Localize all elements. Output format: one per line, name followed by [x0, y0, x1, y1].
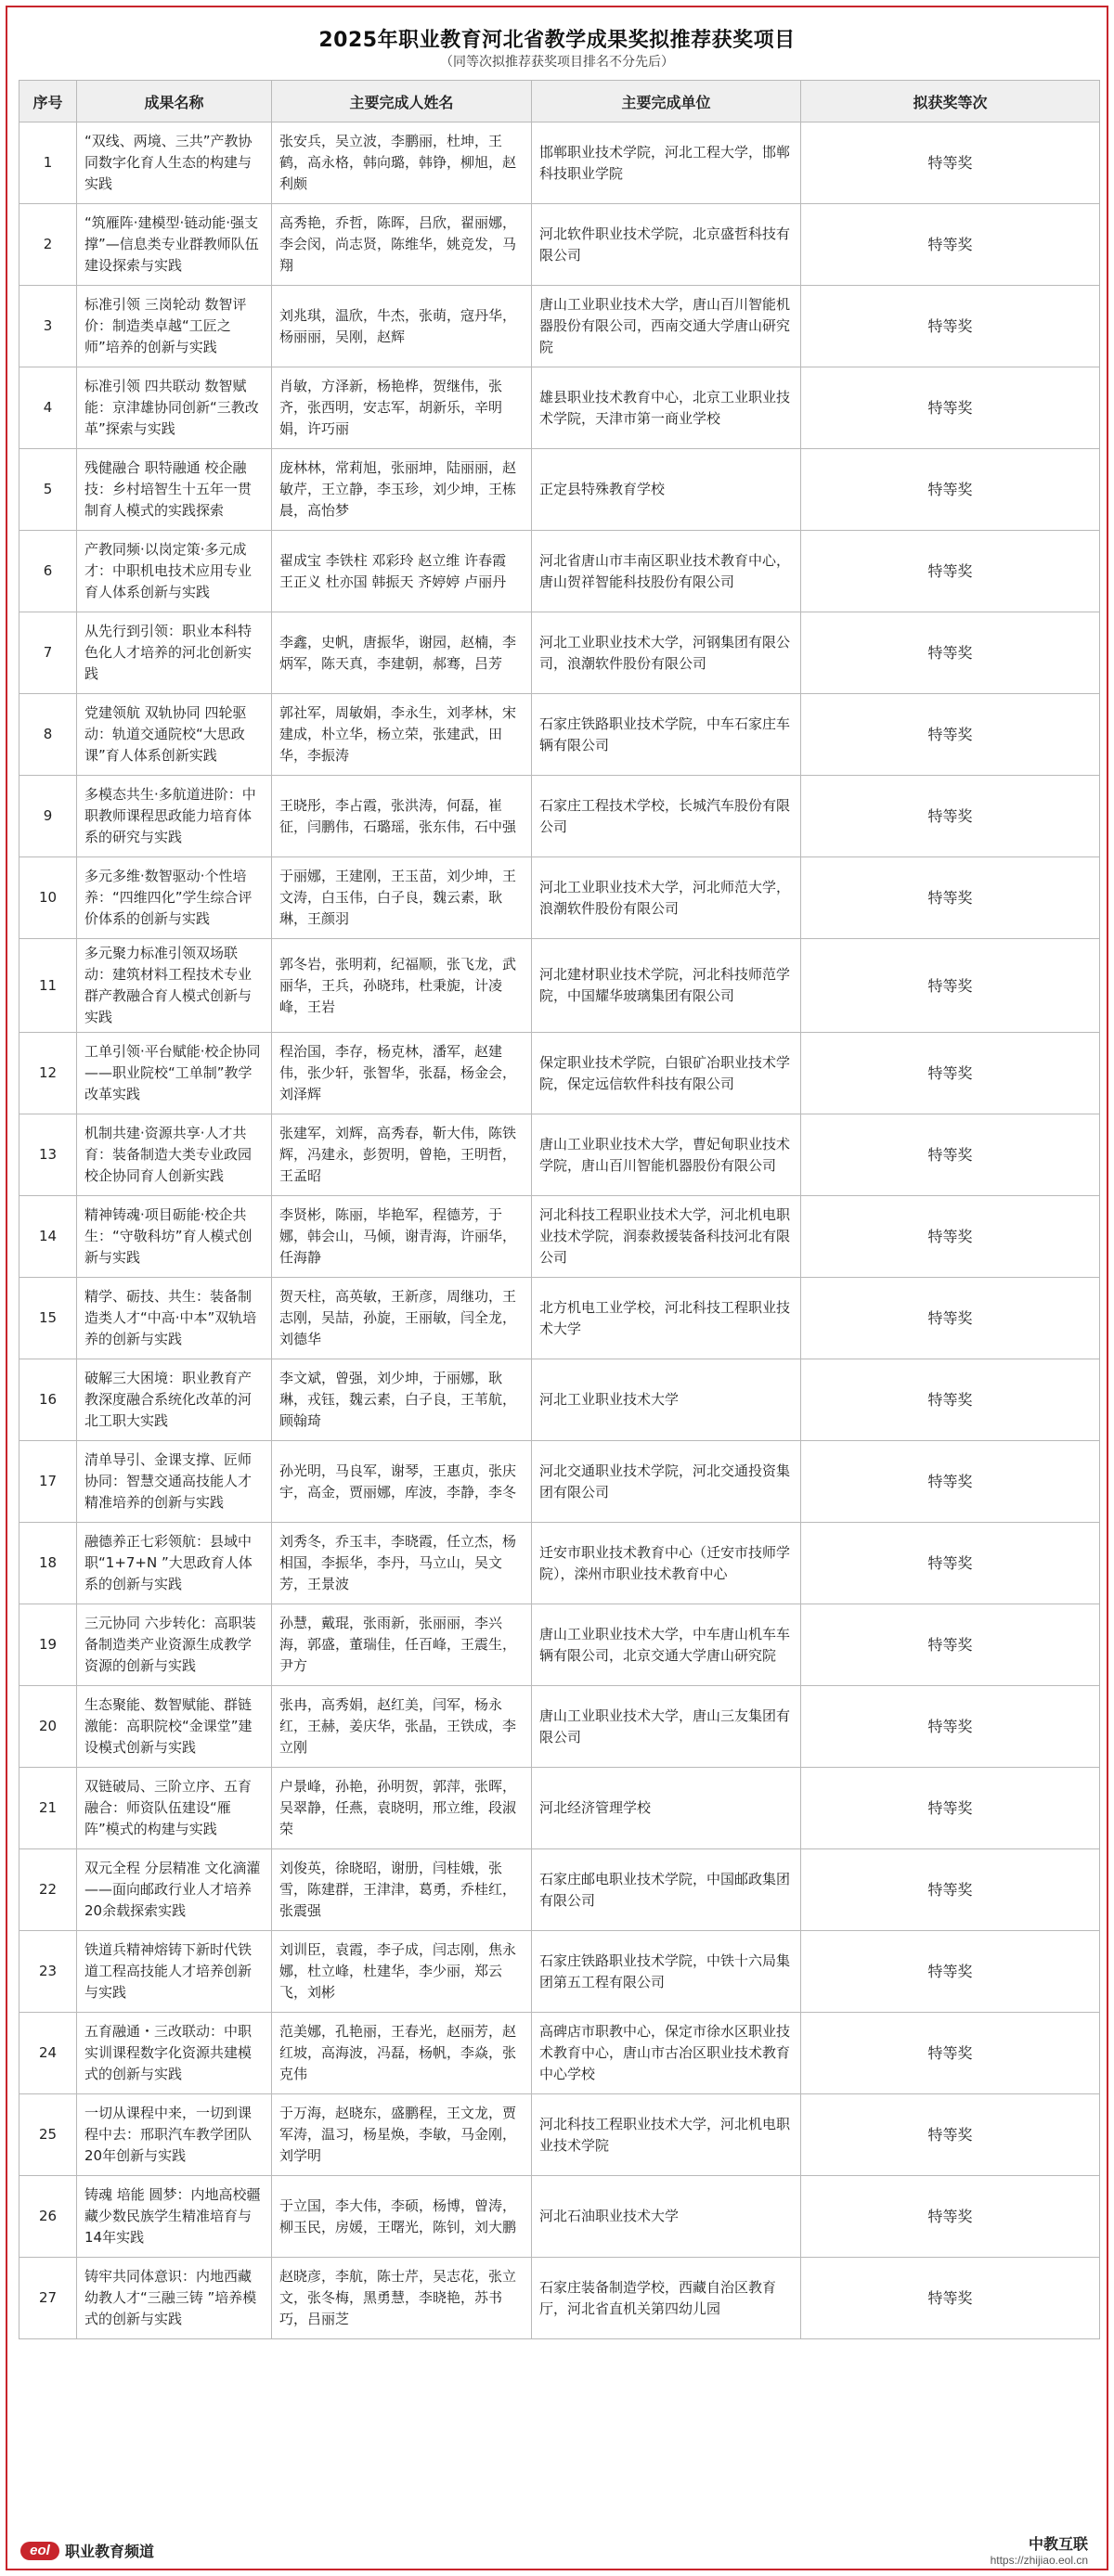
table-row [19, 122, 1100, 204]
row-number: 16 [19, 1359, 77, 1441]
row-number: 20 [19, 1686, 77, 1768]
main-institutions: 唐山工业职业技术大学，中车唐山机车车辆有限公司，北京交通大学唐山研究院 [532, 1604, 801, 1686]
achievement-name: 一切从课程中来，一切到课程中去：邢职汽车教学团队20年创新与实践 [77, 2094, 272, 2176]
achievement-name: 清单导引、金课支撑、匠师协同：智慧交通高技能人才精准培养的创新与实践 [77, 1441, 272, 1523]
table-row [19, 612, 1100, 694]
table-row [19, 1604, 1100, 1686]
main-institutions: 邯郸职业技术学院，河北工程大学，邯郸科技职业学院 [532, 122, 801, 204]
achievement-name: 党建领航 双轨协同 四轮驱动：轨道交通院校“大思政课”育人体系创新实践 [77, 694, 272, 776]
achievement-name: 双链破局、三阶立序、五育融合：师资队伍建设“雁阵”模式的构建与实践 [77, 1768, 272, 1849]
achievement-name: 铸牢共同体意识：内地西藏幼教人才“三融三铸 ”培养模式的创新与实践 [77, 2258, 272, 2339]
main-institutions: 河北工业职业技术大学，河钢集团有限公司，浪潮软件股份有限公司 [532, 612, 801, 694]
main-contributors: 李贤彬，陈丽，毕艳军，程德芳，于娜，韩会山，马倾，谢青海，许丽华，任海静 [272, 1196, 532, 1278]
main-institutions: 河北科技工程职业技术大学，河北机电职业技术学院，润泰救援装备科技河北有限公司 [532, 1196, 801, 1278]
table-row [19, 1523, 1100, 1604]
award-level: 特等奖 [801, 2258, 1100, 2339]
table-row [19, 1033, 1100, 1114]
main-contributors: 张冉，高秀娟，赵红美，闫军，杨永红，王赫，姜庆华，张晶，王铁成，李立刚 [272, 1686, 532, 1768]
header-no: 序号 [19, 81, 77, 122]
table-row [19, 204, 1100, 286]
main-contributors: 刘秀冬，乔玉丰，李晓霞，任立杰，杨相国，李振华，李丹，马立山，吴文芳，王景波 [272, 1523, 532, 1604]
achievement-name: 残健融合 职特融通 校企融技：乡村培智生十五年一贯制育人模式的实践探索 [77, 449, 272, 531]
main-contributors: 程治国，李存，杨克林，潘军，赵建伟，张少轩，张智华，张磊，杨金会，刘泽辉 [272, 1033, 532, 1114]
award-level: 特等奖 [801, 1196, 1100, 1278]
award-level: 特等奖 [801, 1278, 1100, 1359]
achievement-name: 工单引领·平台赋能·校企协同——职业院校“工单制”教学改革实践 [77, 1033, 272, 1114]
main-contributors: 翟成宝 李铁柱 邓彩玲 赵立维 许春霞 王正义 杜亦国 韩振天 齐婷婷 卢丽丹 [272, 531, 532, 612]
table-row [19, 449, 1100, 531]
main-institutions: 河北工业职业技术大学，河北师范大学，浪潮软件股份有限公司 [532, 857, 801, 939]
award-level: 特等奖 [801, 1849, 1100, 1931]
award-level: 特等奖 [801, 857, 1100, 939]
main-contributors: 庞林林，常莉旭，张丽坤，陆丽丽，赵敏芹，王立静，李玉珍，刘少坤，王栋晨，高怡梦 [272, 449, 532, 531]
main-contributors: 李鑫，史帆，唐振华，谢园，赵楠，李炳军，陈天真，李建朝，郝骞，吕芳 [272, 612, 532, 694]
main-institutions: 河北石油职业技术大学 [532, 2176, 801, 2258]
footer [7, 2535, 1107, 2569]
row-number: 5 [19, 449, 77, 531]
row-number: 1 [19, 122, 77, 204]
main-contributors: 范美娜，孔艳丽，王春光，赵丽芳，赵红坡，高海波，冯磊，杨帆，李焱，张克伟 [272, 2013, 532, 2094]
table-header-row [19, 81, 1100, 122]
row-number: 2 [19, 204, 77, 286]
table-row [19, 776, 1100, 857]
table-row [19, 939, 1100, 1033]
table-row [19, 1278, 1100, 1359]
table-row [19, 531, 1100, 612]
row-number: 18 [19, 1523, 77, 1604]
table-row [19, 1196, 1100, 1278]
row-number: 14 [19, 1196, 77, 1278]
award-level: 特等奖 [801, 367, 1100, 449]
achievement-name: “筑雁阵·建模型·链动能·强支撑”—信息类专业群教师队伍建设探索与实践 [77, 204, 272, 286]
achievement-name: 机制共建·资源共享·人才共育：装备制造大类专业政园校企协同育人创新实践 [77, 1114, 272, 1196]
row-number: 21 [19, 1768, 77, 1849]
award-level: 特等奖 [801, 1931, 1100, 2013]
table-row [19, 857, 1100, 939]
main-institutions: 正定县特殊教育学校 [532, 449, 801, 531]
achievement-name: 铸魂 培能 圆梦：内地高校疆藏少数民族学生精准培育与14年实践 [77, 2176, 272, 2258]
table-row [19, 1931, 1100, 2013]
achievement-name: 标准引领 三岗轮动 数智评价：制造类卓越“工匠之师”培养的创新与实践 [77, 286, 272, 367]
award-level: 特等奖 [801, 776, 1100, 857]
table-row [19, 2094, 1100, 2176]
award-level: 特等奖 [801, 122, 1100, 204]
main-institutions: 石家庄装备制造学校，西藏自治区教育厅，河北省直机关第四幼儿园 [532, 2258, 801, 2339]
table-row [19, 2258, 1100, 2339]
row-number: 15 [19, 1278, 77, 1359]
main-institutions: 雄县职业技术教育中心，北京工业职业技术学院，天津市第一商业学校 [532, 367, 801, 449]
achievement-name: 多模态共生·多航道进阶：中职教师课程思政能力培育体系的研究与实践 [77, 776, 272, 857]
achievement-name: 多元多维·数智驱动·个性培养：“四维四化”学生综合评价体系的创新与实践 [77, 857, 272, 939]
table-row [19, 2013, 1100, 2094]
table-row [19, 1686, 1100, 1768]
achievement-name: 从先行到引领：职业本科特色化人才培养的河北创新实践 [77, 612, 272, 694]
award-level: 特等奖 [801, 1686, 1100, 1768]
main-contributors: 孙慧，戴琨，张雨新，张丽丽，李兴海，郭盛，董瑞佳，任百峰，王震生，尹方 [272, 1604, 532, 1686]
main-contributors: 赵晓彦，李航，陈士芹，吴志花，张立文，张冬梅，黑勇慧，李晓艳，苏书巧，吕丽芝 [272, 2258, 532, 2339]
main-contributors: 贺天柱，高英敏，王新彦，周继功，王志刚，吴喆，孙旋，王丽敏，闫全龙，刘德华 [272, 1278, 532, 1359]
row-number: 4 [19, 367, 77, 449]
award-level: 特等奖 [801, 612, 1100, 694]
award-level: 特等奖 [801, 1604, 1100, 1686]
award-level: 特等奖 [801, 1768, 1100, 1849]
main-institutions: 河北经济管理学校 [532, 1768, 801, 1849]
main-institutions: 保定职业技术学院，白银矿冶职业技术学院，保定远信软件科技有限公司 [532, 1033, 801, 1114]
table-row [19, 1359, 1100, 1441]
award-level: 特等奖 [801, 2094, 1100, 2176]
main-institutions: 石家庄铁路职业技术学院，中车石家庄车辆有限公司 [532, 694, 801, 776]
achievement-name: 多元聚力标准引领双场联动：建筑材料工程技术专业群产教融合育人模式创新与实践 [77, 939, 272, 1033]
table-row [19, 1441, 1100, 1523]
main-institutions: 石家庄工程技术学校，长城汽车股份有限公司 [532, 776, 801, 857]
header-name: 成果名称 [77, 81, 272, 122]
page-frame [6, 6, 1108, 2570]
table-row [19, 1114, 1100, 1196]
brand-name: 中教互联 [1028, 2535, 1088, 2553]
award-level: 特等奖 [801, 531, 1100, 612]
main-contributors: 郭冬岩，张明莉，纪福顺，张飞龙，武丽华，王兵，孙晓玮，杜秉旎，计凌峰，王岩 [272, 939, 532, 1033]
achievement-name: 精神铸魂·项目砺能·校企共生：“守敬科坊”育人模式创新与实践 [77, 1196, 272, 1278]
channel-name: 职业教育频道 [65, 2543, 155, 2560]
award-level: 特等奖 [801, 1359, 1100, 1441]
eol-logo[interactable] [20, 2540, 154, 2561]
award-level: 特等奖 [801, 1114, 1100, 1196]
achievement-name: 五育融通・三改联动：中职实训课程数字化资源共建模式的创新与实践 [77, 2013, 272, 2094]
page-subtitle: （同等次拟推荐获奖项目排名不分先后） [440, 55, 674, 70]
main-contributors: 于丽娜，王建刚，王玉苗，刘少坤，王文涛，白玉伟，白子良，魏云素，耿琳，王颜羽 [272, 857, 532, 939]
main-institutions: 石家庄邮电职业技术学院，中国邮政集团有限公司 [532, 1849, 801, 1931]
main-contributors: 刘俊英，徐晓昭，谢册，闫桂娥，张雪，陈建群，王津津，葛勇，乔桂红，张震强 [272, 1849, 532, 1931]
row-number: 3 [19, 286, 77, 367]
row-number: 10 [19, 857, 77, 939]
row-number: 25 [19, 2094, 77, 2176]
main-institutions: 唐山工业职业技术大学，曹妃甸职业技术学院，唐山百川智能机器股份有限公司 [532, 1114, 801, 1196]
row-number: 12 [19, 1033, 77, 1114]
row-number: 7 [19, 612, 77, 694]
main-contributors: 于万海，赵晓东，盛鹏程，王文龙，贾军涛，温习，杨星焕，李敏，马金刚，刘学明 [272, 2094, 532, 2176]
achievement-name: 融德养正七彩领航：县域中职“1+7+N ”大思政育人体系的创新与实践 [77, 1523, 272, 1604]
table-body [19, 122, 1100, 2339]
site-url[interactable]: https://zhijiao.eol.cn [990, 2554, 1088, 2567]
award-level: 特等奖 [801, 1441, 1100, 1523]
row-number: 27 [19, 2258, 77, 2339]
row-number: 13 [19, 1114, 77, 1196]
awards-table [19, 80, 1100, 2339]
achievement-name: 三元协同 六步转化：高职装备制造类产业资源生成教学资源的创新与实践 [77, 1604, 272, 1686]
table-row [19, 1849, 1100, 1931]
row-number: 22 [19, 1849, 77, 1931]
main-contributors: 刘训臣，袁霞，李子成，闫志刚，焦永娜，杜立峰，杜建华，李少丽，郑云飞，刘彬 [272, 1931, 532, 2013]
main-institutions: 唐山工业职业技术大学，唐山百川智能机器股份有限公司，西南交通大学唐山研究院 [532, 286, 801, 367]
award-level: 特等奖 [801, 1523, 1100, 1604]
achievement-name: 标准引领 四共联动 数智赋能：京津雄协同创新“三教改革”探索与实践 [77, 367, 272, 449]
table-row [19, 367, 1100, 449]
main-institutions: 北方机电工业学校，河北科技工程职业技术大学 [532, 1278, 801, 1359]
main-institutions: 高碑店市职教中心，保定市徐水区职业技术教育中心，唐山市古冶区职业技术教育中心学校 [532, 2013, 801, 2094]
page-title: 2025年职业教育河北省教学成果奖拟推荐获奖项目 [318, 29, 796, 52]
main-contributors: 肖敏，方泽新，杨艳桦，贺继伟，张齐，张西明，安志军，胡新乐，辛明娟，许巧丽 [272, 367, 532, 449]
award-level: 特等奖 [801, 204, 1100, 286]
main-contributors: 高秀艳，乔哲，陈晖，吕欣，翟丽娜，李会闵，尚志贤，陈维华，姚竞发，马翔 [272, 204, 532, 286]
main-institutions: 河北建材职业技术学院，河北科技师范学院，中国耀华玻璃集团有限公司 [532, 939, 801, 1033]
header-units: 主要完成单位 [532, 81, 801, 122]
award-level: 特等奖 [801, 2176, 1100, 2258]
main-contributors: 孙光明，马良军，谢琴，王惠贞，张庆宇，高金，贾丽娜，库波，李静，李冬 [272, 1441, 532, 1523]
table-row [19, 1768, 1100, 1849]
row-number: 23 [19, 1931, 77, 2013]
row-number: 6 [19, 531, 77, 612]
main-contributors: 于立国，李大伟，李硕，杨博，曾涛，柳玉民，房媛，王曙光，陈钊，刘大鹏 [272, 2176, 532, 2258]
main-contributors: 郭社军，周敏娟，李永生，刘孝林，宋建成，朴立华，杨立荣，张建武，田华，李振涛 [272, 694, 532, 776]
row-number: 9 [19, 776, 77, 857]
award-level: 特等奖 [801, 2013, 1100, 2094]
row-number: 11 [19, 939, 77, 1033]
row-number: 19 [19, 1604, 77, 1686]
header-people: 主要完成人姓名 [272, 81, 532, 122]
main-contributors: 刘兆琪，温欣，牛杰，张萌，寇丹华，杨丽丽，吴刚，赵辉 [272, 286, 532, 367]
row-number: 17 [19, 1441, 77, 1523]
award-level: 特等奖 [801, 286, 1100, 367]
main-institutions: 迁安市职业技术教育中心（迁安市技师学院），滦州市职业技术教育中心 [532, 1523, 801, 1604]
main-contributors: 户景峰，孙艳，孙明贺，郭萍，张晖，吴翠静，任燕，袁晓明，邢立维，段淑荣 [272, 1768, 532, 1849]
main-institutions: 唐山工业职业技术大学，唐山三友集团有限公司 [532, 1686, 801, 1768]
achievement-name: 铁道兵精神熔铸下新时代铁道工程高技能人才培养创新与实践 [77, 1931, 272, 2013]
eol-logo-icon: eol [20, 2542, 59, 2560]
main-contributors: 张安兵，吴立波，李鹏丽，杜坤，王鹤，高永格，韩向璐，韩铮，柳旭，赵利颇 [272, 122, 532, 204]
achievement-name: 精学、砺技、共生：装备制造类人才“中高·中本”双轨培养的创新与实践 [77, 1278, 272, 1359]
achievement-name: 破解三大困境：职业教育产教深度融合系统化改革的河北工职大实践 [77, 1359, 272, 1441]
main-institutions: 河北交通职业技术学院，河北交通投资集团有限公司 [532, 1441, 801, 1523]
table-row [19, 694, 1100, 776]
award-level: 特等奖 [801, 449, 1100, 531]
row-number: 26 [19, 2176, 77, 2258]
row-number: 8 [19, 694, 77, 776]
main-institutions: 河北省唐山市丰南区职业技术教育中心，唐山贺祥智能科技股份有限公司 [532, 531, 801, 612]
table-row [19, 2176, 1100, 2258]
main-institutions: 河北科技工程职业技术大学，河北机电职业技术学院 [532, 2094, 801, 2176]
main-contributors: 张建军，刘辉，高秀春，靳大伟，陈铁辉，冯建永，彭贺明，曾艳，王明哲，王孟昭 [272, 1114, 532, 1196]
award-level: 特等奖 [801, 939, 1100, 1033]
achievement-name: 产教同频·以岗定策·多元成才：中职机电技术应用专业育人体系创新与实践 [77, 531, 272, 612]
header-level: 拟获奖等次 [801, 81, 1100, 122]
table-row [19, 286, 1100, 367]
award-level: 特等奖 [801, 1033, 1100, 1114]
achievement-name: 双元全程 分层精准 文化滴灌——面向邮政行业人才培养20余载探索实践 [77, 1849, 272, 1931]
main-institutions: 河北软件职业技术学院，北京盛哲科技有限公司 [532, 204, 801, 286]
row-number: 24 [19, 2013, 77, 2094]
main-contributors: 李文斌，曾强，刘少坤，于丽娜，耿琳，戎钰，魏云素，白子良，王苇航，顾翰琦 [272, 1359, 532, 1441]
main-institutions: 石家庄铁路职业技术学院，中铁十六局集团第五工程有限公司 [532, 1931, 801, 2013]
achievement-name: 生态聚能、数智赋能、群链激能：高职院校“金课堂”建设模式创新与实践 [77, 1686, 272, 1768]
award-level: 特等奖 [801, 694, 1100, 776]
main-contributors: 王晓彤，李占霞，张洪涛，何磊，崔征，闫鹏伟，石璐瑶，张东伟，石中强 [272, 776, 532, 857]
main-institutions: 河北工业职业技术大学 [532, 1359, 801, 1441]
achievement-name: “双线、两境、三共”产教协同数字化育人生态的构建与实践 [77, 122, 272, 204]
